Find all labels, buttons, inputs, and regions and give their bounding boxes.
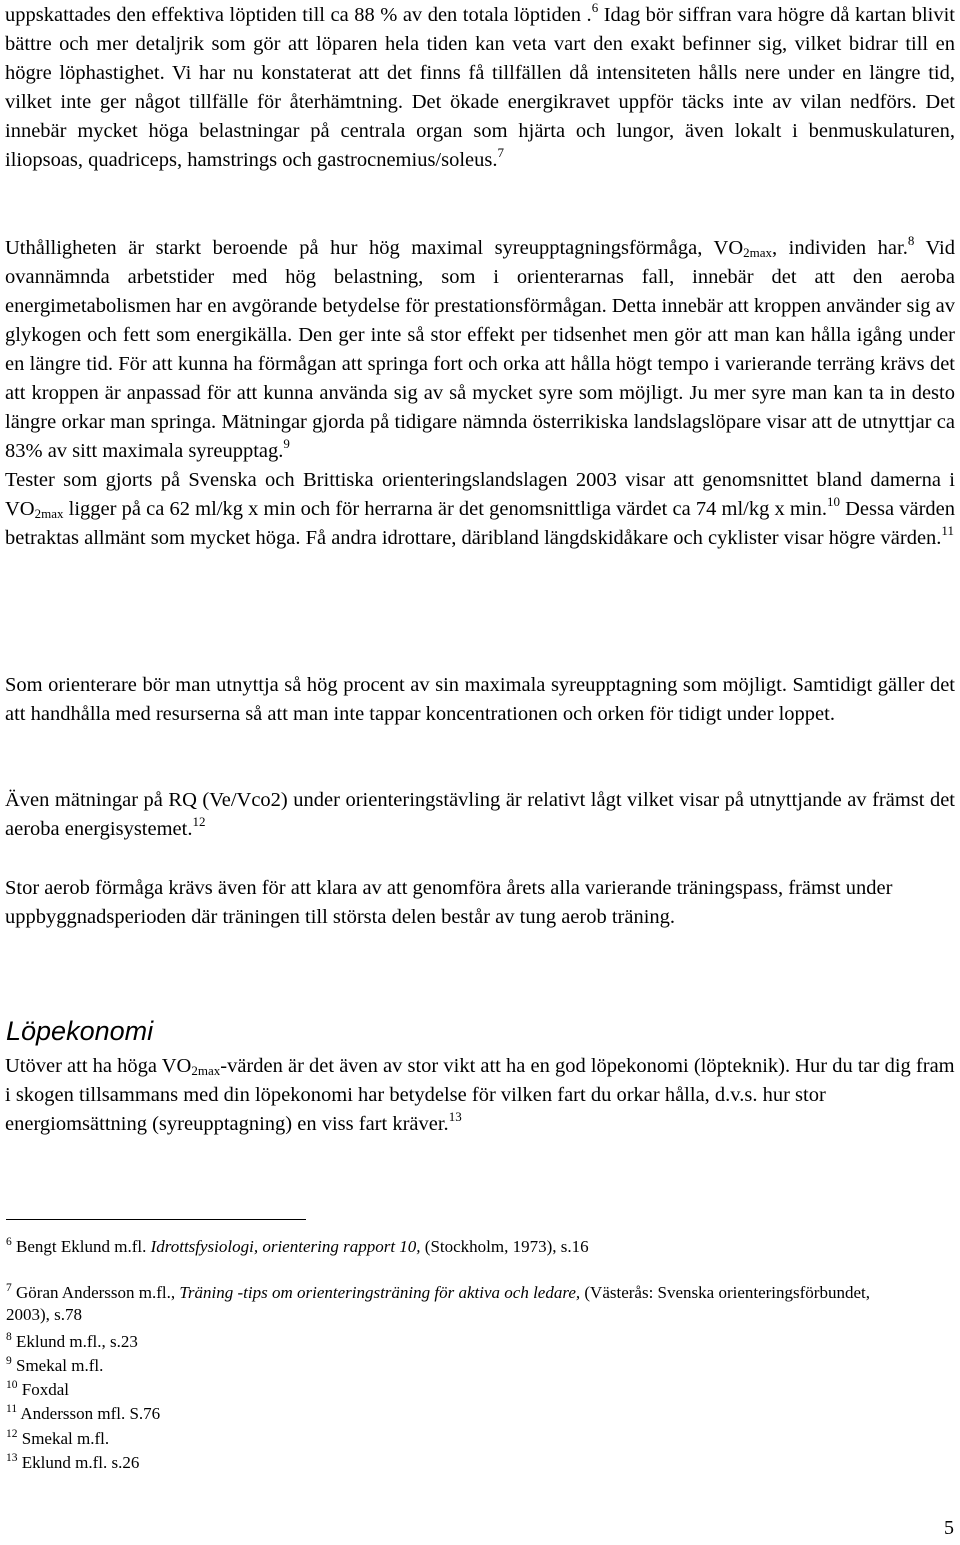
footnote-ref-10: 10 bbox=[826, 494, 840, 509]
footnote-ref-7: 7 bbox=[497, 145, 504, 160]
paragraph-orienteer-oxygen: Som orienterare bör man utnyttja så hög procent av sin maximala syreupptagning som möjligt. Samtidigt gäller det att handhålla med resurserna så att man inte tappar koncentrationen och orken för tidigt under loppet. bbox=[5, 674, 955, 725]
paragraph-effective-runtime: uppskattades den effektiva löptiden till ca 88 % av den totala löptiden .$^6$ Idag bör siffran vara högre då kartan blivit bättre och mer detaljrik som gör att löparen hela tiden kan veta vart den exakt befinner sig, vilket bidrar till en högre löphastighet. Vi har nu konstaterat att det finns få tillfällen då intensiteten hålls nere under en längre tid, vilket inte ger något tillfälle för återhämtning. Det ökade energikravet uppför täcks inte av vilan nedförs. Det innebär mycket höga belastningar på centrala organ som hjärta och lungor, även lokalt i benmuskulaturen, iliopsoas, quadriceps, hamstrings och gastrocnemius/soleus.$^7$ bbox=[5, 0, 955, 171]
footnote-10: $^{10}$ Foxdal bbox=[6, 1379, 69, 1399]
paragraph-running-economy: Utöver att ha höga $VO_{2max}$-värden är det även av stor vikt att ha en god löpekonomi (löpteknik). Hur du tar dig fram i skogen tillsammans med din löpekonomi har betydelse för vilken fart du orkar hålla, d.v.s. hur stor energiomsättning (syreupptagning) en viss fart kräver.$^{13}$ bbox=[5, 1055, 955, 1135]
footnote-separator bbox=[6, 1219, 306, 1220]
footnote-ref-13: 13 bbox=[448, 1109, 462, 1124]
footnote-ref-8: 8 bbox=[907, 233, 915, 248]
paragraph-endurance: Uthålligheten är starkt beroende på hur hög maximal syreupptagningsförmåga, $VO_{2max}$, individen har.$^8$ Vid ovannämnda arbetstider med hög belastning, som i orienterarnas fall, innebär det att den aeroba energimetabolismen har en avgörande betydelse för prestationsförmågan. Detta innebär att kroppen använder sig av glykogen och fett som energikälla. Den ger inte så stor effekt per tidsenhet men gör att man kan hålla igång under en längre tid. För att kunna ha förmågan att springa fort och orka att hålla högt tempo i varierande terräng krävs det att kroppen är anpassad för att kunna använda sig av så mycket syre som möjligt. Ju mer syre man kan ta in desto längre orkar man springa. Mätningar gjorda på tidigare nämnda österrikiska landslagslöpare visar att de utnyttjar ca 83% av sitt maximala syreupptag.$^9$ Tester som gjorts på Svenska och Brittiska orienteringslandslagen 2003 visar att genomsnittet bland damerna i $VO_{2max}$ ligger på ca 62 ml/kg x min och för herrarna är det genomsnittliga värdet ca 74 ml/kg x min.$^{10}$ Dessa värden betraktas allmänt som mycket höga. Få andra idrottare, däribland längdskidåkare och cyklister visar högre värden.$^{11}$ bbox=[5, 233, 956, 549]
footnote-11: $^{11}$ Andersson mfl. S.76 bbox=[6, 1403, 161, 1423]
footnote-ref-11: 11 bbox=[941, 523, 954, 538]
page-number: 5 bbox=[944, 1517, 954, 1539]
footnote-ref-9: 9 bbox=[283, 436, 290, 451]
footnote-9: $^9$ Smekal m.fl. bbox=[6, 1355, 104, 1375]
footnote-7: $^7$ Göran Andersson m.fl., Träning -tips om orienteringsträning för aktiva och ledare, (Västerås: Svenska orienteringsförbundet, 2003), s.78 bbox=[6, 1282, 870, 1324]
footnote-13: $^{13}$ Eklund m.fl. s.26 bbox=[6, 1452, 140, 1472]
footnote-6: $^6$ Bengt Eklund m.fl. Idrottsfysiologi, orientering rapport 10, (Stockholm, 1973), s.16 bbox=[6, 1236, 589, 1256]
paragraph-rq-measurement: Även mätningar på RQ (Ve/Vco2) under orienteringstävling är relativt lågt vilket visar på utnyttjande av främst det aeroba energisystemet.$^{12}$ bbox=[5, 789, 955, 840]
footnote-8: $^8$ Eklund m.fl., s.23 bbox=[6, 1331, 138, 1351]
footnote-12: $^{12}$ Smekal m.fl. bbox=[6, 1428, 110, 1448]
paragraph-aerobic-capacity: Stor aerob förmåga krävs även för att klara av att genomföra årets alla varierande träningspass, främst under uppbyggnadsperioden där träningen till största delen består av tung aerob träning. bbox=[5, 877, 893, 928]
footnote-ref-6: 6 bbox=[591, 0, 599, 15]
section-heading-lopekonomi: Löpekonomi bbox=[6, 1016, 154, 1046]
footnote-ref-12: 12 bbox=[192, 814, 206, 829]
